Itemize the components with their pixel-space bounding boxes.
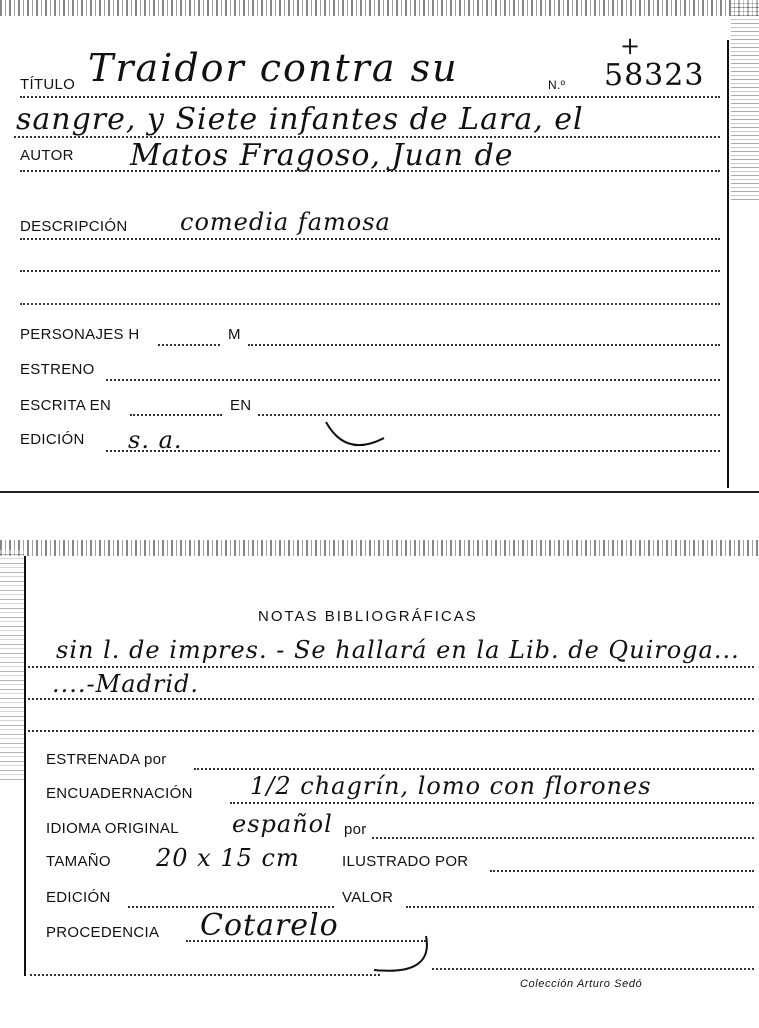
- notas-rule-3: [28, 730, 754, 732]
- idioma-por-label: por: [344, 821, 367, 838]
- card-torn-edge: [0, 0, 759, 16]
- descripcion-rule-2: [20, 270, 720, 272]
- personajes-m-label: M: [228, 326, 241, 343]
- estreno-label: ESTRENO: [20, 361, 95, 378]
- punch-hole-arc: [322, 416, 388, 456]
- estrenada-label: ESTRENADA por: [46, 751, 167, 768]
- procedencia-label: PROCEDENCIA: [46, 924, 160, 941]
- edicion-label: EDICIÓN: [20, 431, 85, 448]
- edicion-rule: [106, 450, 720, 452]
- autor-label: AUTOR: [20, 147, 74, 164]
- titulo-handwritten: Traidor contra su: [88, 46, 459, 90]
- card-torn-edge-right: [731, 0, 759, 200]
- tamano-handwritten: 20 x 15 cm: [156, 844, 300, 872]
- notas-handwritten-line2: ....-Madrid.: [52, 670, 200, 698]
- escrita-en-rule: [130, 414, 222, 416]
- card-torn-edge-left: [0, 550, 24, 780]
- estreno-rule: [106, 379, 720, 381]
- ilustrado-rule: [490, 870, 754, 872]
- notas-rule-1: [28, 666, 754, 668]
- descripcion-rule: [20, 238, 720, 240]
- bottom-rule-left: [30, 974, 380, 976]
- collection-credit: Colección Arturo Sedó: [520, 978, 643, 990]
- numero-label: N.º: [548, 78, 566, 92]
- escrita-en-label: ESCRITA EN: [20, 397, 112, 414]
- notas-handwritten-line1: sin l. de impres. - Se hallará en la Lib. de Quiroga...: [56, 636, 740, 664]
- titulo-label: TÍTULO: [20, 76, 76, 93]
- numero-value: 58323: [604, 58, 705, 93]
- bottom-rule-right: [432, 968, 754, 970]
- autor-rule: [20, 170, 720, 172]
- procedencia-handwritten: Cotarelo: [200, 908, 339, 943]
- notas-heading: NOTAS BIBLIOGRÁFICAS: [258, 608, 478, 625]
- personajes-m-rule: [248, 344, 720, 346]
- card-right-border: [727, 40, 729, 488]
- personajes-h-rule: [158, 344, 220, 346]
- notas-rule-2: [28, 698, 754, 700]
- en-label: EN: [230, 397, 252, 414]
- edicion-back-label: EDICIÓN: [46, 889, 111, 906]
- idioma-label: IDIOMA ORIGINAL: [46, 820, 179, 837]
- numero-mark: +: [620, 32, 642, 60]
- personajes-label: PERSONAJES H: [20, 326, 140, 343]
- descripcion-rule-3: [20, 303, 720, 305]
- idioma-handwritten: español: [232, 810, 333, 838]
- idioma-rule: [372, 837, 754, 839]
- titulo-handwritten-line2: sangre, y Siete infantes de Lara, el: [16, 102, 584, 137]
- tamano-label: TAMAÑO: [46, 853, 111, 870]
- card-left-border: [24, 556, 26, 976]
- card-bottom-edge: [0, 491, 759, 493]
- ilustrado-label: ILUSTRADO POR: [342, 853, 469, 870]
- titulo-rule: [20, 96, 720, 98]
- encuadernacion-rule: [230, 802, 754, 804]
- autor-handwritten: Matos Fragoso, Juan de: [130, 138, 514, 173]
- descripcion-handwritten: comedia famosa: [180, 208, 391, 236]
- card-torn-edge: [0, 540, 759, 556]
- encuadernacion-label: ENCUADERNACIÓN: [46, 785, 193, 802]
- encuadernacion-handwritten: 1/2 chagrín, lomo con florones: [250, 772, 652, 800]
- descripcion-label: DESCRIPCIÓN: [20, 218, 128, 235]
- catalog-card-back: [0, 540, 759, 1028]
- catalog-card-front: [0, 0, 759, 492]
- valor-label: VALOR: [342, 889, 394, 906]
- valor-rule: [406, 906, 754, 908]
- edicion-handwritten: s. a.: [128, 426, 183, 454]
- estrenada-rule: [194, 768, 754, 770]
